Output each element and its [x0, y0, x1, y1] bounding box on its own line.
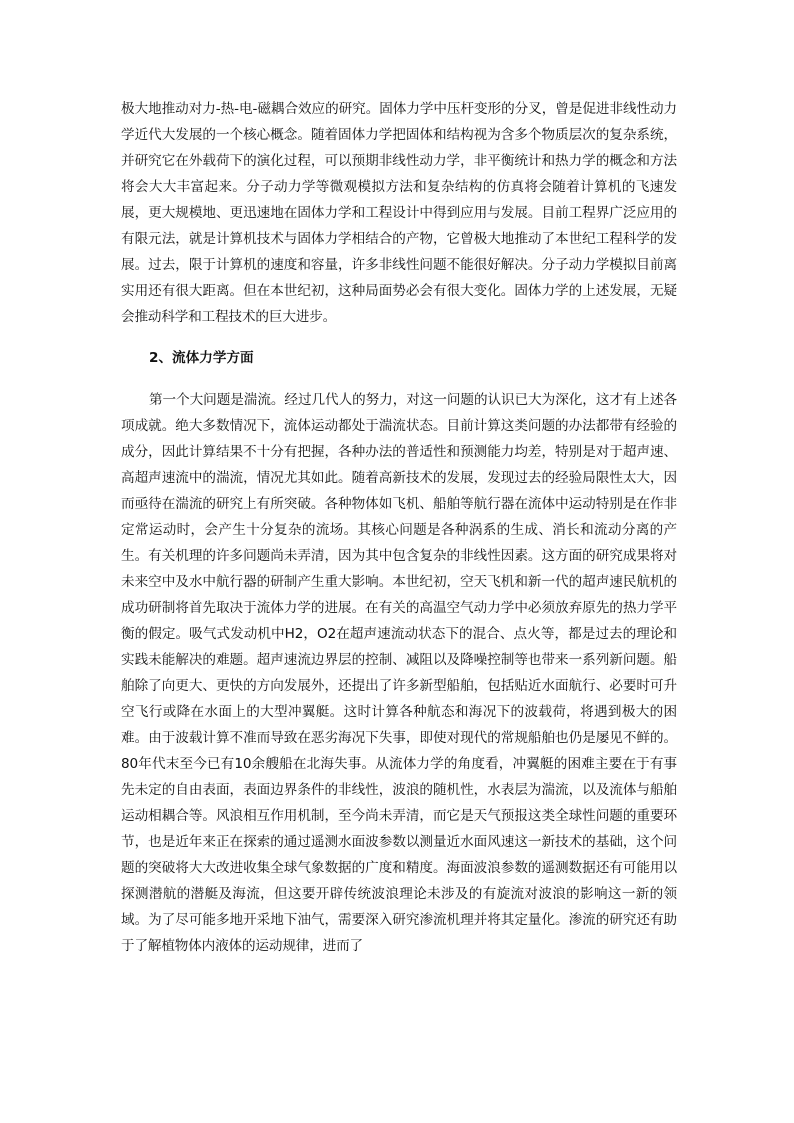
section-heading-fluid-mechanics: 2、流体力学方面 [149, 350, 254, 366]
document-body [121, 96, 677, 959]
paragraph-solid-mechanics: 极大地推动对力-热-电-磁耦合效应的研究。固体力学中压杆变形的分叉，曾是促进非线性动力学近代大发展的一个核心概念。随着固体力学把固体和结构视为含多个物质层次的复杂系统，并研究它在外载荷下的演化过程，可以预期非线性动力学，非平衡统计和热力学的概念和方法将会大大丰富起来。分子动力学等微观模拟方法和复杂结构的仿真将会随着计算机的飞速发展，更大规模地、更迅速地在固体力学和工程设计中得到应用与发展。目前工程界广泛应用的有限元法，就是计算机技术与固体力学相结合的产物，它曾极大地推动了本世纪工程科学的发展。过去，限于计算机的速度和容量，许多非线性问题不能很好解决。分子动力学模拟目前离实用还有很大距离。但在本世纪初，这种局面势必会有很大变化。固体力学的上述发展，无疑会推动科学和工程技术的巨大进步。 [121, 101, 677, 325]
paragraph-fluid-mechanics: 第一个大问题是湍流。经过几代人的努力，对这一问题的认识已大为深化，这才有上述各项成就。绝大多数情况下，流体运动都处于湍流状态。目前计算这类问题的办法都带有经验的成分，因此计算结果不十分有把握，各种办法的普适性和预测能力均差，特别是对于超声速、高超声速流中的湍流，情况尤其如此。随着高新技术的发展，发现过去的经验局限性太大，因而亟待在湍流的研究上有所突破。各种物体如飞机、船舶等航行器在流体中运动特别是在作非定常运动时，会产生十分复杂的流场。其核心问题是各种涡系的生成、消长和流动分离的产生。有关机理的许多问题尚未弄清，因为其中包含复杂的非线性因素。这方面的研究成果将对未来空中及水中航行器的研制产生重大影响。本世纪初，空天飞机和新一代的超声速民航机的成功研制将首先取决于流体力学的进展。在有关的高温空气动力学中必须放弃原先的热力学平衡的假定。吸气式发动机中H2，O2在超声速流动状态下的混合、点火等，都是过去的理论和实践未能解决的难题。超声速流边界层的控制、减阻以及降噪控制等也带来一系列新问题。船舶除了向更大、更快的方向发展外，还提出了许多新型船舶，包括贴近水面航行、必要时可升空飞行或降在水面上的大型冲翼艇。这时计算各种航态和海况下的波载荷，将遇到极大的困难。由于波载计算不准而导致在恶劣海况下失事，即使对现代的常规船舶也仍是屡见不鲜的。80年代末至今已有10余艘船在北海失事。从流体力学的角度看，冲翼艇的困难主要在于有事先未定的自由表面，表面边界条件的非线性，波浪的随机性，水表层为湍流，以及流体与船舶运动相耦合等。风浪相互作用机制，至今尚未弄清，而它是天气预报这类全球性问题的重要环节，也是近年来正在探索的通过遥测水面波参数以测量近水面风速这一新技术的基础，这个问题的突破将大大改进收集全球气象数据的广度和精度。海面波浪参数的遥测数据还有可能用以探测潜航的潜艇及海流，但这要开辟传统波浪理论未涉及的有旋流对波浪的影响这一新的领域。为了尽可能多地开采地下油气，需要深入研究渗流机理并将其定量化。渗流的研究还有助于了解植物体内液体的运动规律，进而了 [121, 392, 677, 954]
